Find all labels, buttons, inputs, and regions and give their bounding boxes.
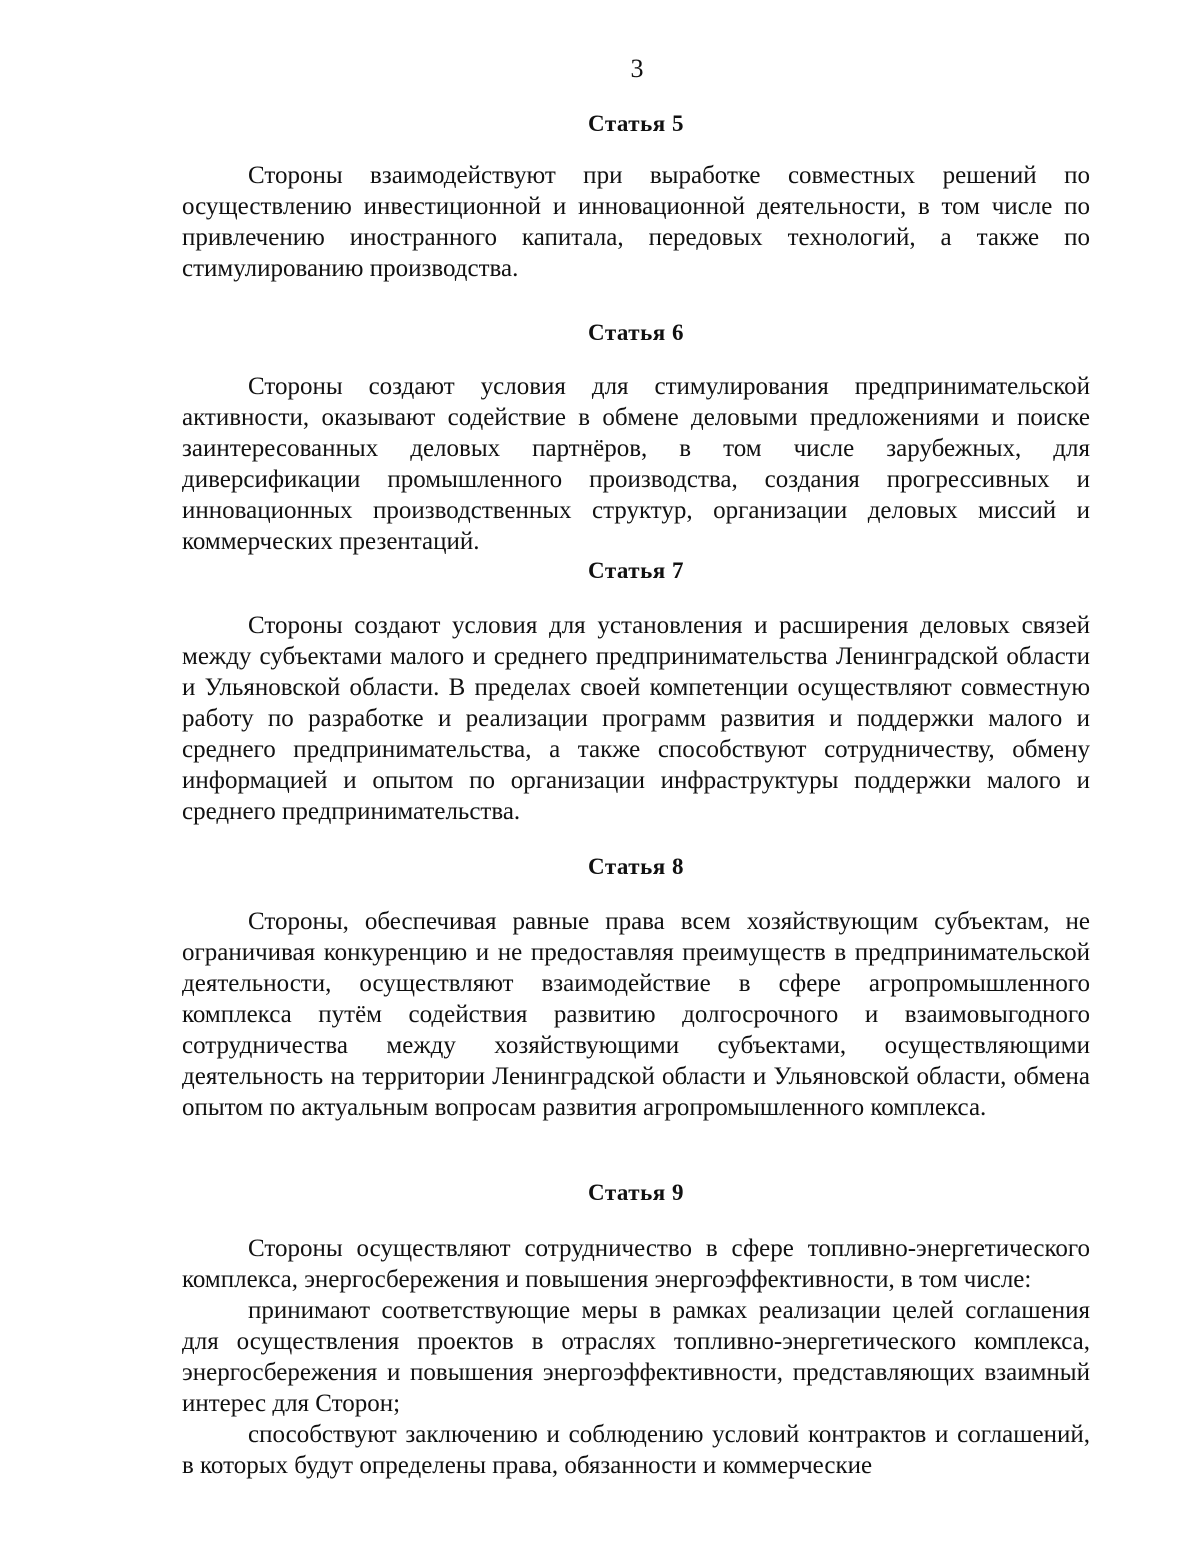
article-paragraph: Стороны создают условия для стимулирования предпринимательской активности, оказывают содействие в обмене деловыми предложениями и поиске заинтересованных деловых партнёров, в том числе зарубежных, для диверсификации промышленного производства, создания прогрессивных и инновационных производственных структур, организации деловых миссий и коммерческих презентаций. (182, 373, 1090, 555)
article-paragraph: Стороны, обеспечивая равные права всем хозяйствующим субъектам, не ограничивая конкуренцию и не предоставляя преимуществ в предпринимательской деятельности, осуществляют взаимодействие в сфере агропромышленного комплекса путём содействия развитию долгосрочного и взаимовыгодного сотрудничества между хозяйствующими субъектами, осуществляющими деятельность на территории Ленинградской области и Ульяновской области, обмена опытом по актуальным вопросам развития агропромышленного комплекса. (182, 908, 1090, 1121)
article-paragraph: Стороны осуществляют сотрудничество в сфере топливно-энергетического комплекса, энергосбережения и повышения энергоэффективности, в том числе: (182, 1235, 1090, 1293)
article-heading: Статья 9 (588, 1180, 684, 1205)
article-heading: Статья 6 (588, 320, 684, 345)
article-7 (182, 556, 1090, 827)
article-paragraph: способствуют заключению и соблюдению условий контрактов и соглашений, в которых будут определены права, обязанности и коммерческие (182, 1421, 1090, 1479)
article-paragraph: Стороны взаимодействуют при выработке совместных решений по осуществлению инвестиционной и инновационной деятельности, в том числе по привлечению иностранного капитала, передовых технологий, а также по стимулированию производства. (182, 162, 1090, 282)
article-6 (182, 318, 1090, 557)
article-heading: Статья 5 (588, 111, 684, 136)
article-paragraph: Стороны создают условия для установления и расширения деловых связей между субъектами малого и среднего предпринимательства Ленинградской области и Ульяновской области. В пределах своей компетенции осуществляют совместную работу по разработке и реализации программ развития и поддержки малого и среднего предпринимательства, а также способствуют сотрудничеству, обмену информацией и опытом по организации инфраструктуры поддержки малого и среднего предпринимательства. (182, 612, 1090, 825)
page-number: 3 (630, 54, 644, 83)
article-heading: Статья 7 (588, 558, 684, 583)
article-9 (182, 1178, 1090, 1481)
article-5 (182, 109, 1090, 284)
article-heading: Статья 8 (588, 854, 684, 879)
article-paragraph: принимают соответствующие меры в рамках реализации целей соглашения для осуществления проектов в отраслях топливно-энергетического комплекса, энергосбережения и повышения энергоэффективности, представляющих взаимный интерес для Сторон; (182, 1297, 1090, 1417)
article-8 (182, 852, 1090, 1123)
